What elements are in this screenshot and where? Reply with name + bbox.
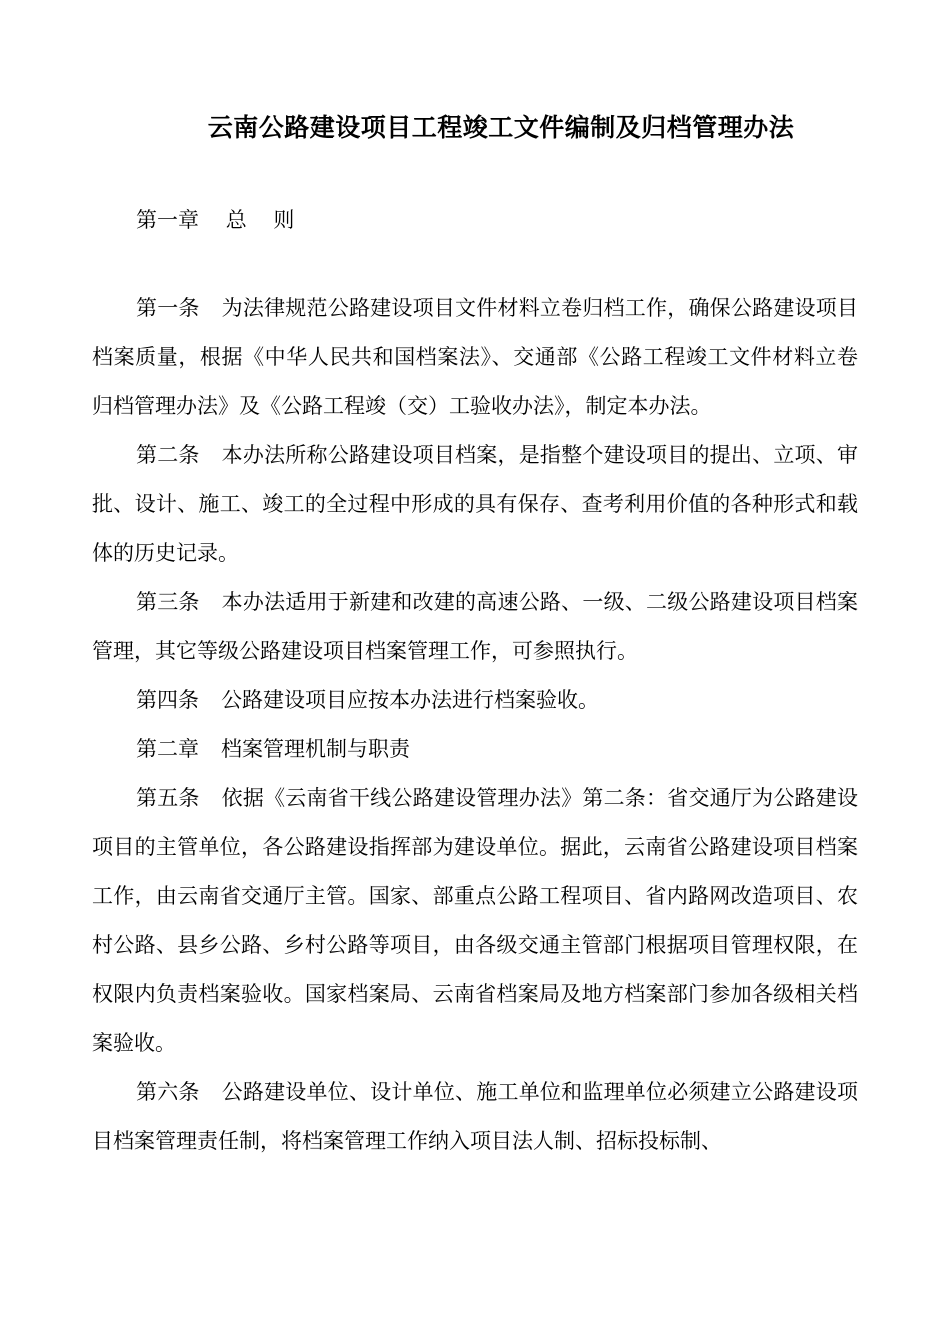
article-paragraph: [92, 1068, 858, 1166]
article-paragraph: [92, 578, 858, 676]
article-label: 第五条: [136, 786, 200, 810]
chapter-heading: [92, 725, 858, 774]
article-paragraph: [92, 431, 858, 578]
article-text: 公路建设单位、设计单位、施工单位和监理单位必须建立公路建设项目档案管理责任制，将档案管理工作纳入项目法人制、招标投标制、: [92, 1080, 858, 1153]
article-label: 第二条: [136, 443, 200, 467]
article-text: 本办法所称公路建设项目档案，是指整个建设项目的提出、立项、审批、设计、施工、竣工的全过程中形成的具有保存、查考利用价值的各种形式和载体的历史记录。: [92, 443, 858, 565]
document-title: 云南公路建设项目工程竣工文件编制及归档管理办法: [207, 113, 795, 142]
article-label: 第三条: [136, 590, 200, 614]
chapter-heading: 第一章 总 则: [136, 208, 295, 232]
article-text: 为法律规范公路建设项目文件材料立卷归档工作，确保公路建设项目档案质量，根据《中华人民共和国档案法》、交通部《公路工程竣工文件材料立卷归档管理办法》及《公路工程竣（交）工验收办法》，制定本办法。: [92, 296, 858, 418]
article-paragraph: [92, 774, 858, 1068]
article-label: 第一条: [136, 296, 200, 320]
article-text: 依据《云南省干线公路建设管理办法》第二条：省交通厅为公路建设项目的主管单位，各公路建设指挥部为建设单位。据此，云南省公路建设项目档案工作，由云南省交通厅主管。国家、部重点公路工程项目、省内路网改造项目、农村公路、县乡公路、乡村公路等项目，由各级交通主管部门根据项目管理权限，在权限内负责档案验收。国家档案局、云南省档案局及地方档案部门参加各级相关档案验收。: [92, 786, 858, 1055]
article-label: 第六条: [136, 1080, 200, 1104]
chapter-label: 第二章: [136, 737, 199, 761]
article-text: 公路建设项目应按本办法进行档案验收。: [221, 688, 599, 712]
article-text: 本办法适用于新建和改建的高速公路、一级、二级公路建设项目档案管理，其它等级公路建设项目档案管理工作，可参照执行。: [92, 590, 858, 663]
article-label: 第四条: [136, 688, 199, 712]
document-body: [92, 284, 858, 1166]
article-paragraph: [92, 676, 858, 725]
chapter-title: 档案管理机制与职责: [221, 737, 410, 761]
article-paragraph: [92, 284, 858, 431]
